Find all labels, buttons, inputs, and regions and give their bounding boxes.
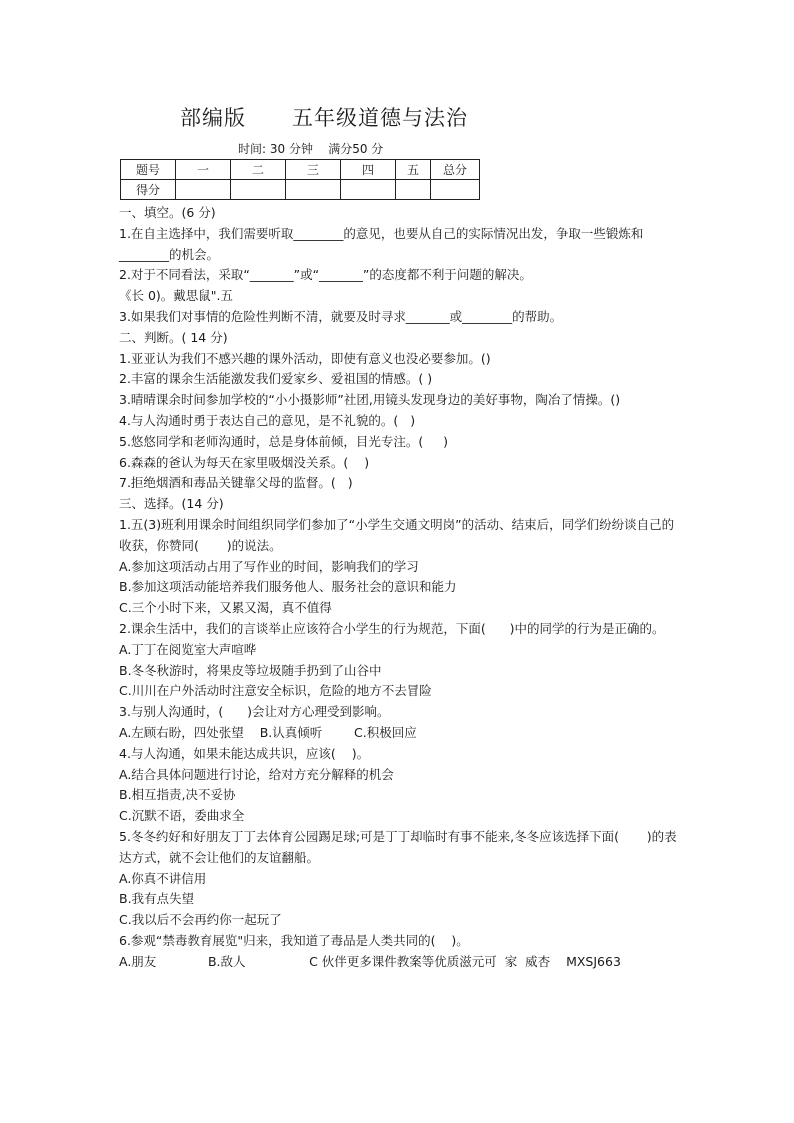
question-text: 5.悠悠同学和老师沟通时，总是身体前倾，目光专注。( ) — [119, 433, 449, 449]
answer-option: C.我以后不会再约你一起玩了 — [119, 912, 282, 928]
answer-option: A.你真不讲信用 — [119, 870, 207, 886]
score-table-cell: 一 — [176, 160, 231, 180]
score-input-cell[interactable] — [431, 180, 480, 200]
answer-options-row: A.朋友 B.敌人 C 伙伴更多课件教案等优质滋元可 家 威杏 MXSJ663 — [119, 953, 621, 969]
answer-option: A.丁丁在阅览室大声喧哗 — [119, 641, 257, 657]
score-input-cell[interactable] — [286, 180, 341, 200]
question-text: 7.拒绝烟酒和毒品关键靠父母的监督。( ) — [119, 475, 353, 491]
question-text: 2.课余生活中，我们的言谈举止应该符合小学生的行为规范，下面( )中的同学的行为是正确的。 — [119, 620, 665, 636]
score-table-cell: 三 — [286, 160, 341, 180]
exam-body — [119, 203, 685, 972]
answer-option: B.冬冬秋游时，将果皮等垃圾随手扔到了山谷中 — [119, 662, 382, 678]
answer-option: C.川川在户外活动时注意安全标识，危险的地方不去冒险 — [119, 683, 432, 699]
question-text: 6.森森的爸认为每天在家里吸烟没关系。( ) — [119, 454, 370, 470]
score-table — [120, 159, 480, 200]
score-table-header-row — [121, 160, 480, 180]
question-text: 1.亚亚认为我们不感兴趣的课外活动，即使有意义也没必要参加。() — [119, 350, 491, 366]
answer-option: A.参加这项活动占用了写作业的时间，影响我们的学习 — [119, 558, 419, 574]
question-text: 2.对于不同看法，采取“_______”或“_______”的态度都不利于问题的解决。 — [119, 267, 532, 283]
score-table-cell: 题号 — [121, 160, 176, 180]
score-table-cell: 总分 — [431, 160, 480, 180]
question-text: 4.与人沟通时勇于表达自己的意见，是不礼貌的。( ) — [119, 412, 416, 428]
score-table-cell: 二 — [231, 160, 286, 180]
score-table-cell: 五 — [396, 160, 431, 180]
exam-time-and-score: 时间: 30 分钟 满分50 分 — [238, 142, 384, 156]
section-heading: 一、填空。(6 分) — [119, 205, 216, 220]
answer-option: A.结合具体问题进行讨论，给对方充分解释的机会 — [119, 766, 394, 782]
answer-option: B.相互指责,决不妥协 — [119, 787, 236, 803]
question-text: 3.与别人沟通时，( )会让对方心理受到影响。 — [119, 704, 390, 720]
question-text: 3.如果我们对事情的危险性判断不清，就要及时寻求_______或________的帮助。 — [119, 308, 563, 324]
answer-option: C.沉默不语，委曲求全 — [119, 808, 245, 824]
score-table-cell: 得分 — [121, 180, 176, 200]
score-input-cell[interactable] — [341, 180, 396, 200]
answer-options-row: A.左顾右盼，四处张望 B.认真倾听 C.积极回应 — [119, 724, 417, 740]
question-text: 1.五(3)班利用课余时间组织同学们参加了“小学生交通文明岗”的活动、结束后，同学们纷纷谈自己的收获，你赞同( )的说法。 — [119, 516, 675, 553]
exam-title: 部编版 五年级道德与法治 — [180, 106, 469, 130]
question-text: 4.与人沟通，如果未能达成共识，应该( )。 — [119, 745, 370, 761]
question-text: 6.参观“禁毒教育展览"归来，我知道了毒品是人类共同的( )。 — [119, 932, 469, 948]
question-text: 2.丰富的课余生活能激发我们爱家乡、爱祖国的情感。( ) — [119, 371, 433, 387]
score-table-score-row — [121, 180, 480, 200]
answer-option: B.我有点失望 — [119, 891, 195, 907]
section-heading: 三、选择。(14 分) — [119, 496, 224, 512]
score-input-cell[interactable] — [396, 180, 431, 200]
question-text: 3.晴晴课余时间参加学校的“小小摄影师”社团,用镜头发现身边的美好事物，陶冶了情操。() — [119, 392, 621, 408]
question-text: 1.在自主选择中，我们需要听取________的意见，也要从自己的实际情况出发，争取一些锻炼和________的机会。 — [119, 225, 644, 262]
stray-text: 《长 0)。戴思鼠".五 — [119, 288, 234, 304]
score-input-cell[interactable] — [176, 180, 231, 200]
answer-option: B.参加这项活动能培养我们服务他人、服务社会的意识和能力 — [119, 579, 457, 595]
score-table-cell: 四 — [341, 160, 396, 180]
question-text: 5.冬冬约好和好朋友丁丁去体育公园踢足球;可是丁丁却临时有事不能来,冬冬应该选择下面( )的表达方式，就不会让他们的友谊翻船。 — [119, 828, 677, 865]
answer-option: C.三个小时下来，又累又渴，真不值得 — [119, 600, 332, 616]
section-heading: 二、判断。( 14 分) — [119, 329, 228, 345]
score-input-cell[interactable] — [231, 180, 286, 200]
